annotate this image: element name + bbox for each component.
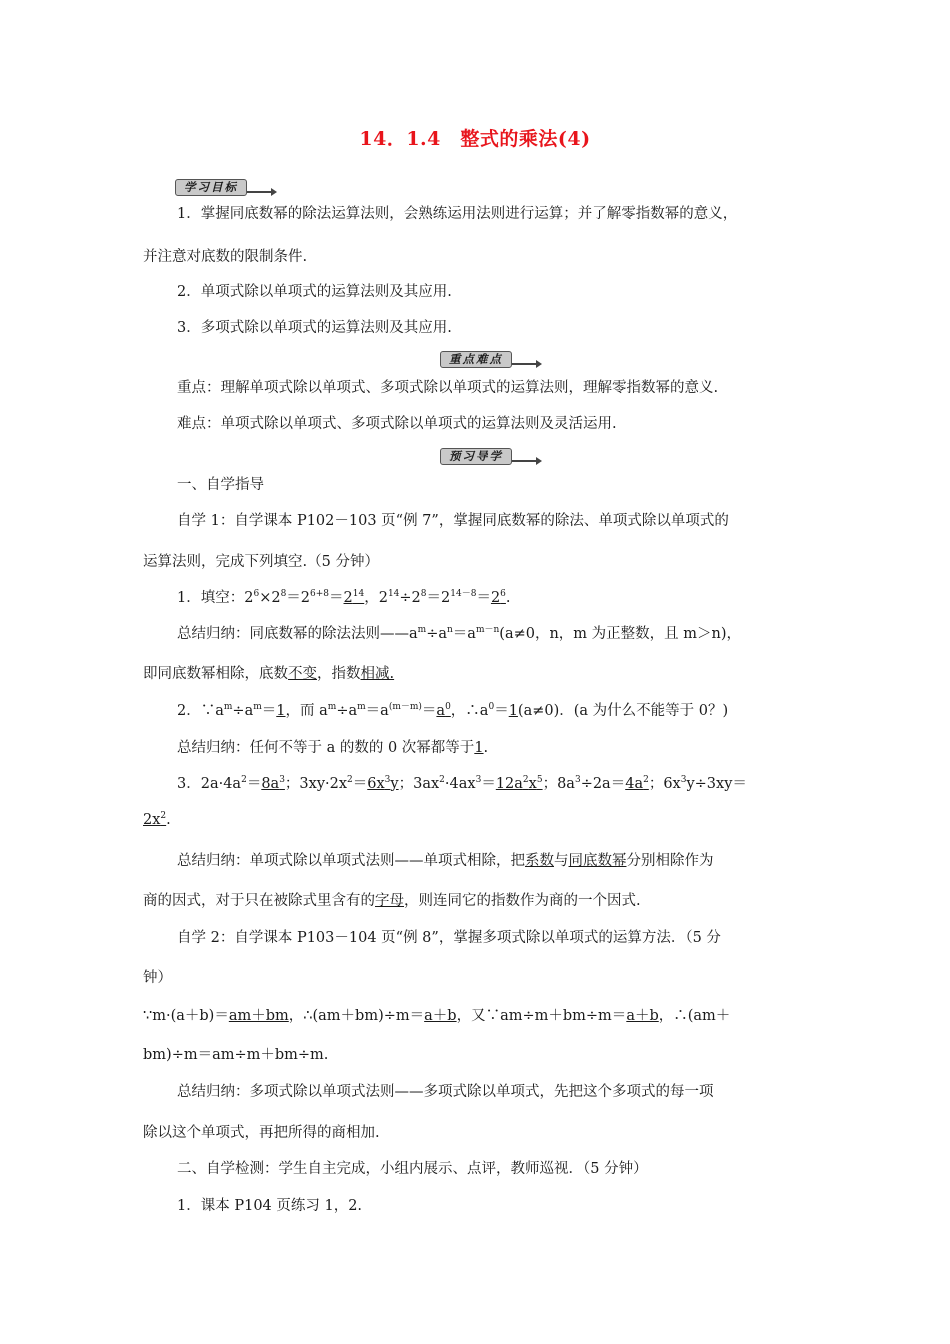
badge-label: 学习目标 — [175, 179, 247, 196]
section-badge-key — [440, 348, 538, 370]
self-study-1-cont: 运算法则，完成下列填空.（5 分钟） — [143, 554, 379, 570]
arrow-icon — [247, 191, 273, 193]
goal-line: 1．掌握同底数幂的除法运算法则，会熟练运用法则进行运算；并了解零指数幂的意义， — [177, 206, 738, 222]
answer: 系数 — [525, 853, 554, 869]
answer: $2^6$ — [490, 589, 506, 606]
summary-2: 总结归纳：任何不等于 a 的数的 0 次幂都等于1. — [177, 740, 489, 756]
arrow-icon — [512, 363, 538, 365]
section-badge-preview — [440, 445, 538, 467]
answer: 1 — [474, 740, 484, 756]
answer: 同底数幂 — [568, 853, 627, 869]
goal-line: 2．单项式除以单项式的运算法则及其应用. — [177, 284, 452, 300]
answer: 字母 — [375, 893, 404, 909]
answer: $6x^3y$ — [367, 775, 399, 792]
summary-4-cont: 除以这个单项式，再把所得的商相加. — [143, 1125, 380, 1141]
answer: am＋bm — [228, 1008, 289, 1024]
answer: $2^{14}$ — [343, 589, 365, 606]
answer: 不变 — [288, 666, 317, 682]
question-3: 3．$2a\cdot 4a^2=8a^3$；$3xy\cdot 2x^2=6x^3y$；$3ax^2\cdot 4ax^3=12a^2x^5$；$8a^3\div 2a=4a^2$；$6x^3y\div 3xy=$ — [177, 775, 747, 792]
arrow-icon — [512, 460, 538, 462]
difficult-point: 难点：单项式除以单项式、多项式除以单项式的运算法则及灵活运用. — [177, 416, 617, 432]
answer: $12a^2x^5$ — [495, 775, 543, 792]
answer: a＋b — [424, 1008, 457, 1024]
self-study-2-cont: 钟） — [143, 970, 172, 986]
badge-label: 重点难点 — [440, 351, 512, 368]
answer: $a^0$ — [436, 702, 451, 719]
question-4: ∵m·(a＋b)＝am＋bm，∴(am＋bm)÷m＝a＋b，又∵am÷m＋bm÷m＝a＋b，∴(am＋ — [143, 1008, 731, 1024]
summary-1-cont: 即同底数幂相除，底数不变，指数相减. — [143, 666, 395, 682]
answer: 相减. — [360, 666, 395, 682]
self-study-1: 自学 1：自学课本 P102－103 页“例 7”，掌握同底数幂的除法、单项式除以单项式的 — [177, 513, 729, 529]
self-study-2: 自学 2：自学课本 P103－104 页“例 8”，掌握多项式除以单项式的运算方法．（5 分 — [177, 930, 721, 946]
question-2: 2．$\because a^m\div a^m=1$，而 $a^m\div a^m=a^{(m-m)}=a^0$，$\therefore a^0=1(a\ne 0)$．(a 为什么不能等于 0？) — [177, 702, 729, 719]
badge-label: 预习导学 — [440, 448, 512, 465]
question-1: 1．填空：$2^6\times 2^8=2^{6+8}=2^{14}$，$2^{14}\div 2^8=2^{14-8}=2^6$. — [177, 589, 511, 606]
answer: $2x^2$ — [143, 811, 167, 828]
key-point: 重点：理解单项式除以单项式、多项式除以单项式的运算法则，理解零指数幂的意义. — [177, 380, 719, 396]
page-title: 14．1.4 整式的乘法(4) — [359, 128, 591, 150]
section-heading: 一、自学指导 — [177, 477, 264, 493]
answer: $8a^3$ — [261, 775, 285, 792]
answer: $4a^2$ — [625, 775, 649, 792]
summary-3-cont: 商的因式，对于只在被除式里含有的字母，则连同它的指数作为商的一个因式. — [143, 893, 641, 909]
summary-1: 总结归纳：同底数幂的除法法则$——a^m\div a^n=a^{m-n}(a\ne 0$，n，m 为正整数，且 m＞n)， — [177, 625, 742, 642]
exercise-item: 1．课本 P104 页练习 1，2. — [177, 1198, 363, 1214]
goal-line: 3．多项式除以单项式的运算法则及其应用. — [177, 320, 452, 336]
answer: 1 — [276, 703, 286, 719]
answer: a＋b — [626, 1008, 659, 1024]
summary-4: 总结归纳：多项式除以单项式法则——多项式除以单项式，先把这个多项式的每一项 — [177, 1084, 714, 1100]
section-heading: 二、自学检测：学生自主完成，小组内展示、点评，教师巡视．（5 分钟） — [177, 1161, 648, 1177]
question-3-cont: $2x^2$. — [143, 811, 171, 828]
summary-3: 总结归纳：单项式除以单项式法则——单项式相除，把系数与同底数幂分别相除作为 — [177, 853, 714, 869]
goal-line: 并注意对底数的限制条件. — [143, 249, 308, 265]
question-4-cont: bm)÷m＝am÷m＋bm÷m. — [143, 1047, 329, 1063]
answer: 1 — [508, 703, 518, 719]
section-badge-goals — [175, 176, 273, 198]
